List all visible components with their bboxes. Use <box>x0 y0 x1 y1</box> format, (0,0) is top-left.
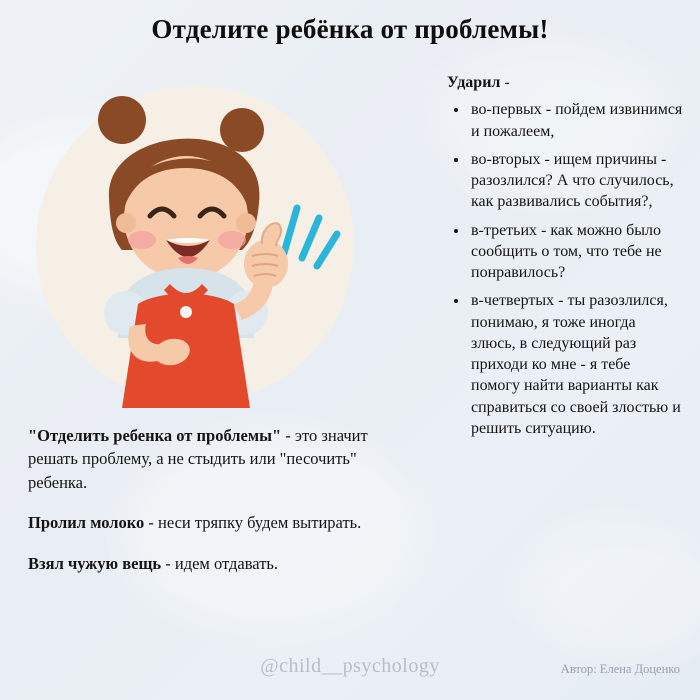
left-paragraph-3-rest: - идем отдавать. <box>161 553 279 573</box>
list-item: • во-вторых - ищем причины - разозлился? А что случилось, как развивались события?, <box>469 149 683 213</box>
girl-figure-svg <box>14 68 374 428</box>
author-credit: Автор: Елена Доценко <box>560 662 680 676</box>
left-paragraph-2 <box>28 511 418 534</box>
hair-bun-right <box>220 108 264 152</box>
left-paragraph-3-bold: Взял чужую вещь <box>28 553 162 573</box>
list-item: • в-третьих - как можно было сообщить о том, что тебе не понравилось? <box>469 220 683 284</box>
list-item: • во-первых - пойдем извинимся и пожалеем, <box>469 99 683 142</box>
right-column-heading <box>447 72 683 93</box>
left-paragraph-1 <box>28 424 418 494</box>
ear-right <box>236 213 256 233</box>
left-text-column <box>28 424 418 592</box>
left-paragraph-3 <box>28 552 418 575</box>
cheek-left <box>128 231 156 249</box>
hair-bun-left <box>98 96 146 144</box>
left-paragraph-1-bold: "Отделить ребенка от проблемы" <box>28 426 282 445</box>
texture-blob <box>520 520 700 660</box>
cheek-right <box>218 231 246 249</box>
left-paragraph-1-rest: - это значит решать проблему, а не стыдить или "песочить" ребенка. <box>28 426 368 492</box>
account-handle: @child__psychology <box>260 655 440 677</box>
accent-lines-icon <box>284 208 337 266</box>
ear-left <box>116 213 136 233</box>
left-paragraph-2-bold: Пролил молоко <box>28 513 145 533</box>
page-title: Отделите ребёнка от проблемы! <box>151 14 549 44</box>
girl-thumbs-up-illustration <box>14 68 374 428</box>
list-item: • в-четвертых - ты разозлился, понимаю, я тоже иногда злюсь, в следующий раз приходи ко мне - я тебе помогу найти варианты как справиться со своей злостью и решить ситуацию. <box>469 290 683 439</box>
right-column-heading-dash: - <box>500 74 510 91</box>
right-column-heading-word: Ударил <box>447 74 501 91</box>
right-text-column <box>447 72 683 446</box>
dress-button <box>180 306 192 318</box>
left-paragraph-2-rest: - неси тряпку будем вытирать. <box>144 513 362 533</box>
right-column-bullet-list <box>447 99 683 439</box>
